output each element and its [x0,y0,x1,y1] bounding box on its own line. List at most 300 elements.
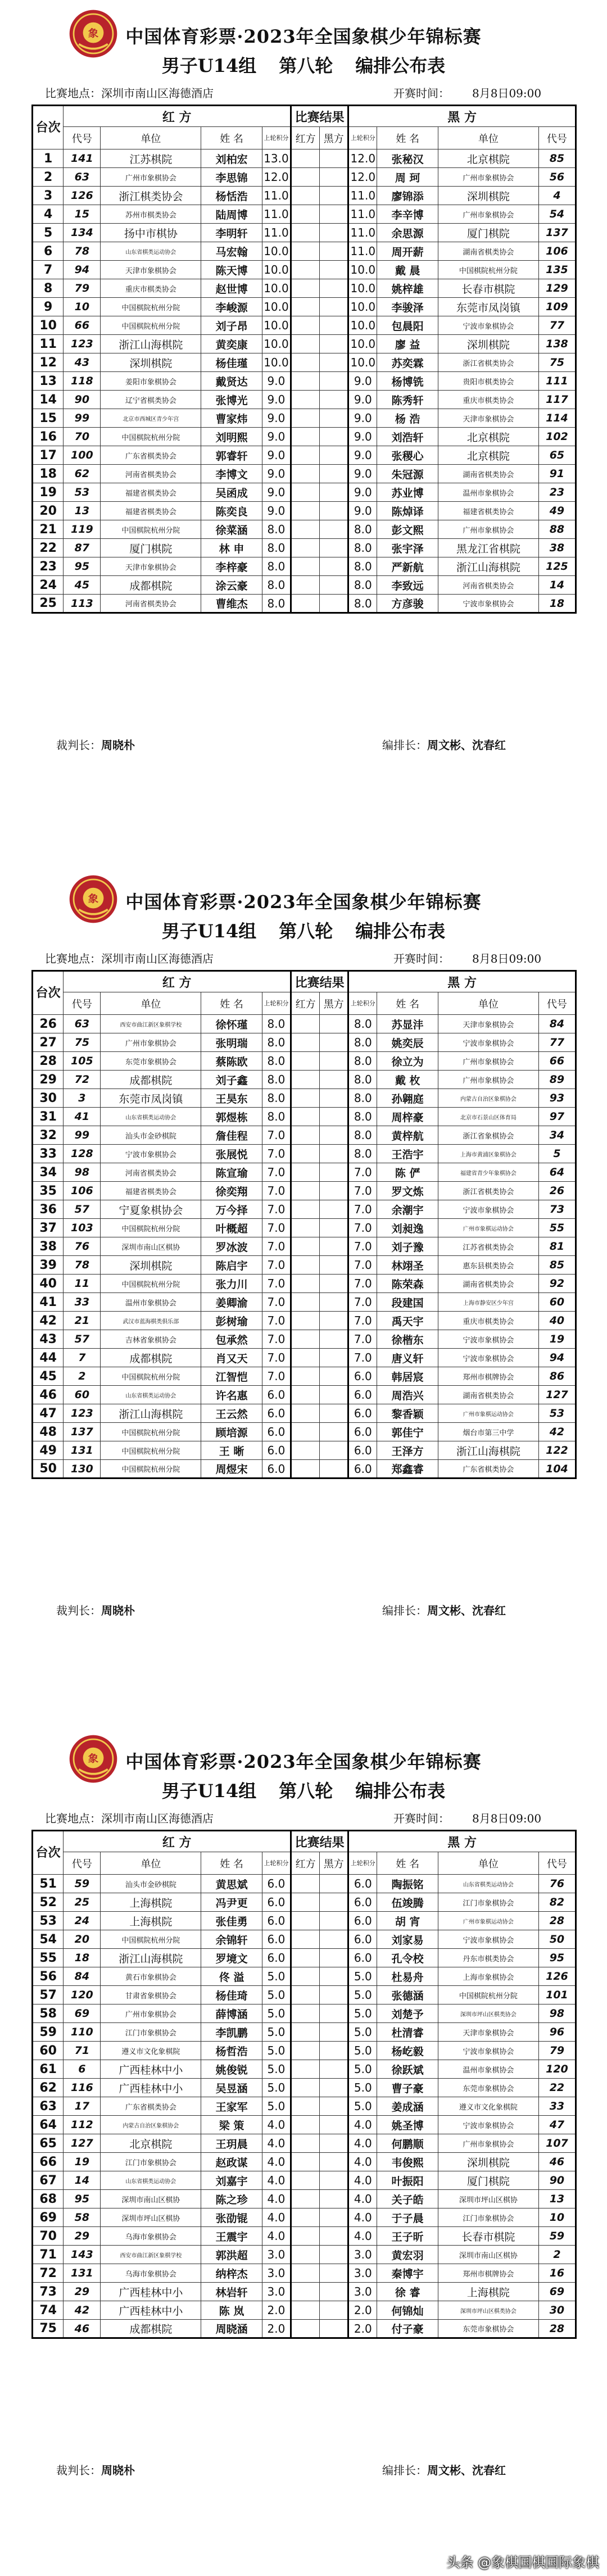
black-result-cell[interactable] [320,1404,348,1423]
black-result-cell[interactable] [320,1423,348,1441]
referee-line [56,1602,135,1618]
venue-line [45,84,214,101]
black-player-points: 8.0 [348,1145,377,1163]
red-result-cell[interactable] [291,1386,320,1404]
black-player-points: 6.0 [348,1386,377,1404]
red-result-cell[interactable] [291,1312,320,1330]
table-number: 56 [33,1967,64,1986]
black-result-cell[interactable] [320,483,348,502]
black-result-cell[interactable] [320,2004,348,2023]
red-player-points: 9.0 [262,372,291,391]
black-player-unit: 东莞市象棋协会 [438,2320,538,2338]
black-result-cell[interactable] [320,1237,348,1256]
black-player-unit: 广州市象棋运动协会 [438,1404,538,1423]
black-result-cell[interactable] [320,2190,348,2208]
red-player-points: 6.0 [262,1949,291,1967]
black-player-code: 90 [538,2171,576,2190]
red-player-name: 罗境文 [201,1949,262,1967]
black-result-cell[interactable] [320,2153,348,2171]
black-player-points: 5.0 [348,2023,377,2042]
red-result-cell[interactable] [291,353,320,372]
black-result-cell[interactable] [320,279,348,298]
black-result-cell[interactable] [320,1441,348,1460]
red-player-code: 33 [64,1293,101,1312]
black-result-cell[interactable] [320,372,348,391]
black-result-cell[interactable] [320,2116,348,2134]
red-player-unit: 福建省棋类协会 [101,483,201,502]
red-player-points: 11.0 [262,187,291,205]
black-player-name: 刘子豫 [377,1237,438,1256]
black-player-unit: 江苏省棋类协会 [438,1237,538,1256]
black-result-cell[interactable] [320,1275,348,1293]
black-result-cell[interactable] [320,465,348,483]
black-result-cell[interactable] [320,1182,348,1200]
black-player-unit: 宁波市象棋协会 [438,1200,538,1219]
black-result-cell[interactable] [320,298,348,316]
red-player-code: 84 [64,1967,101,1986]
black-result-cell[interactable] [320,2097,348,2116]
red-result-cell[interactable] [291,1182,320,1200]
unit-header: 单位 [101,127,201,149]
red-result-cell[interactable] [291,1163,320,1182]
red-result-cell[interactable] [291,1912,320,1930]
black-player-unit: 福建省青少年象棋协会 [438,1163,538,1182]
red-result-cell[interactable] [291,1033,320,1052]
black-player-code: 98 [538,2004,576,2023]
red-result-cell[interactable] [291,446,320,465]
red-player-unit: 姜阳市象棋协会 [101,372,201,391]
black-player-name: 严新航 [377,557,438,576]
red-result-cell[interactable] [291,1967,320,1986]
black-result-cell[interactable] [320,1367,348,1386]
black-result-cell[interactable] [320,1163,348,1182]
red-result-cell[interactable] [291,2208,320,2227]
black-result-cell[interactable] [320,539,348,557]
red-player-name: 陈宣瑜 [201,1163,262,1182]
red-player-unit: 宁夏象棋协会 [101,1200,201,1219]
red-player-points: 10.0 [262,298,291,316]
black-result-cell[interactable] [320,557,348,576]
black-result-cell[interactable] [320,2171,348,2190]
black-player-unit: 宁波市象棋协会 [438,1033,538,1052]
black-result-cell[interactable] [320,1460,348,1479]
red-result-cell[interactable] [291,483,320,502]
black-player-code: 54 [538,205,576,224]
red-player-points: 3.0 [262,2246,291,2264]
red-result-cell[interactable] [291,1219,320,1237]
red-result-cell[interactable] [291,2060,320,2079]
black-result-cell[interactable] [320,335,348,353]
red-result-cell[interactable] [291,1330,320,1349]
black-result-cell[interactable] [320,316,348,335]
black-result-cell[interactable] [320,1200,348,1219]
red-player-name: 张劭锟 [201,2208,262,2227]
red-player-code: 143 [64,2246,101,2264]
table-number: 25 [33,595,64,613]
red-player-unit: 上海棋院 [101,1893,201,1912]
black-player-code: 109 [538,298,576,316]
black-player-code: 95 [538,1949,576,1967]
black-player-name: 胡 宵 [377,1912,438,1930]
red-result-cell[interactable] [291,1145,320,1163]
red-result-cell[interactable] [291,2264,320,2283]
black-result-cell[interactable] [320,2060,348,2079]
points-header: 上轮积分 [348,992,377,1015]
black-result-cell[interactable] [320,595,348,613]
black-player-code: 34 [538,1126,576,1145]
black-result-cell[interactable] [320,1949,348,1967]
red-player-points: 6.0 [262,1386,291,1404]
red-result-cell[interactable] [291,205,320,224]
black-player-unit: 深圳棋院 [438,335,538,353]
black-result-cell[interactable] [320,261,348,279]
red-result-cell[interactable] [291,502,320,520]
red-player-name: 李博文 [201,465,262,483]
black-result-cell[interactable] [320,520,348,539]
red-result-cell[interactable] [291,1052,320,1071]
black-player-code: 60 [538,1293,576,1312]
red-result-cell[interactable] [291,1293,320,1312]
subtitle [0,52,607,78]
arranger-names: 周文彬、沈春红 [427,738,506,752]
black-result-cell[interactable] [320,1033,348,1052]
code-header: 代号 [538,992,576,1015]
black-result-cell[interactable] [320,1145,348,1163]
table-number: 71 [33,2246,64,2264]
table-number: 33 [33,1145,64,1163]
black-player-points: 11.0 [348,224,377,242]
red-result-cell[interactable] [291,2246,320,2264]
red-result-cell[interactable] [291,2301,320,2320]
black-player-unit: 广州市象棋运动协会 [438,1912,538,1930]
black-result-cell[interactable] [320,1930,348,1949]
red-player-name: 徐奕翔 [201,1182,262,1200]
red-result-cell[interactable] [291,2097,320,2116]
black-result-cell[interactable] [320,1967,348,1986]
black-player-unit: 宁波市象棋协会 [438,1330,538,1349]
red-result-cell[interactable] [291,1367,320,1386]
red-player-points: 3.0 [262,2283,291,2301]
black-result-cell[interactable] [320,1256,348,1275]
red-result-cell[interactable] [291,1089,320,1108]
black-result-cell[interactable] [320,1875,348,1893]
red-result-cell[interactable] [291,2283,320,2301]
red-player-unit: 宁波市象棋协会 [101,1145,201,1163]
red-result-cell[interactable] [291,1930,320,1949]
red-result-cell[interactable] [291,2004,320,2023]
black-player-unit: 郑州市棋牌协会 [438,1367,538,1386]
black-player-unit: 丹东市棋类协会 [438,1949,538,1967]
black-player-name: 李辛博 [377,205,438,224]
table-row [33,316,576,335]
black-result-cell[interactable] [320,1386,348,1404]
red-player-code: 70 [64,428,101,446]
red-player-code: 78 [64,1256,101,1275]
red-result-cell[interactable] [291,187,320,205]
table-number: 34 [33,1163,64,1182]
doc-type: 编排公布表 [355,920,446,942]
black-result-cell[interactable] [320,409,348,428]
red-player-code: 45 [64,576,101,595]
black-player-name: 杜易舟 [377,1967,438,1986]
black-result-cell[interactable] [320,224,348,242]
black-result-cell[interactable] [320,1893,348,1912]
black-player-name: 王泽方 [377,1441,438,1460]
red-result-cell[interactable] [291,2227,320,2246]
group-name: 男子U14组 [161,55,257,76]
red-result-cell[interactable] [291,1126,320,1145]
red-result-cell[interactable] [291,465,320,483]
black-player-unit: 湖南省棋类协会 [438,465,538,483]
black-result-cell[interactable] [320,1986,348,2004]
red-result-cell[interactable] [291,1256,320,1275]
red-player-code: 63 [64,1015,101,1033]
black-side-header: 黑 方 [348,1831,576,1852]
red-result-cell[interactable] [291,1875,320,1893]
red-result-cell[interactable] [291,168,320,187]
red-result-cell[interactable] [291,1441,320,1460]
red-player-name: 赵世博 [201,279,262,298]
red-result-cell[interactable] [291,391,320,409]
table-number: 10 [33,316,64,335]
black-player-unit: 北京棋院 [438,149,538,168]
black-result-cell[interactable] [320,1071,348,1089]
black-result-cell[interactable] [320,446,348,465]
red-result-cell[interactable] [291,428,320,446]
table-number: 4 [33,205,64,224]
table-number: 42 [33,1312,64,1330]
table-number: 17 [33,446,64,465]
red-result-cell[interactable] [291,2023,320,2042]
red-result-cell[interactable] [291,2134,320,2153]
red-player-name: 王震宇 [201,2227,262,2246]
black-result-cell[interactable] [320,2301,348,2320]
red-player-code: 66 [64,316,101,335]
red-player-unit: 中国棋院杭州分院 [101,316,201,335]
red-player-points: 8.0 [262,1052,291,1071]
table-number: 73 [33,2283,64,2301]
red-player-unit: 江门市象棋协会 [101,2153,201,2171]
black-result-cell[interactable] [320,2227,348,2246]
red-player-code: 6 [64,2060,101,2079]
black-result-cell[interactable] [320,2079,348,2097]
red-result-cell[interactable] [291,2171,320,2190]
red-result-cell[interactable] [291,279,320,298]
black-player-points: 7.0 [348,1163,377,1182]
black-player-name: 彭文熙 [377,520,438,539]
red-player-code: 46 [64,2320,101,2338]
table-number: 23 [33,557,64,576]
black-result-cell[interactable] [320,391,348,409]
red-player-code: 112 [64,2116,101,2134]
black-player-unit: 厦门棋院 [438,224,538,242]
red-result-cell[interactable] [291,2320,320,2338]
red-result-cell[interactable] [291,1949,320,1967]
black-result-cell[interactable] [320,2042,348,2060]
red-result-cell[interactable] [291,298,320,316]
black-player-name: 陶振铭 [377,1875,438,1893]
unit-header: 单位 [438,1852,538,1875]
black-player-points: 9.0 [348,446,377,465]
black-result-cell[interactable] [320,1052,348,1071]
black-player-name: 张宇泽 [377,539,438,557]
black-result-cell[interactable] [320,1108,348,1126]
table-number: 40 [33,1275,64,1293]
black-result-cell[interactable] [320,1015,348,1033]
black-player-points: 7.0 [348,1330,377,1349]
black-player-unit: 宁波市象棋协会 [438,1930,538,1949]
table-row [33,483,576,502]
red-result-cell[interactable] [291,1015,320,1033]
black-player-code: 79 [538,2042,576,2060]
black-result-cell[interactable] [320,242,348,261]
red-result-cell[interactable] [291,2116,320,2134]
red-player-points: 3.0 [262,2264,291,2283]
black-result-cell[interactable] [320,187,348,205]
black-player-code: 138 [538,335,576,353]
red-side-header: 红 方 [64,106,291,127]
black-player-unit: 河南省棋类协会 [438,576,538,595]
black-player-code: 40 [538,1312,576,1330]
red-player-points: 9.0 [262,409,291,428]
time-label: 开赛时间： [393,1812,450,1825]
red-player-name: 顾培源 [201,1423,262,1441]
black-result-cell[interactable] [320,1293,348,1312]
red-result-cell[interactable] [291,1071,320,1089]
black-result-cell[interactable] [320,2208,348,2227]
code-header: 代号 [64,1852,101,1875]
red-player-unit: 浙江棋类协会 [101,187,201,205]
black-player-unit: 广东省棋类协会 [438,1460,538,1479]
red-result-cell[interactable] [291,372,320,391]
black-result-cell[interactable] [320,502,348,520]
red-result-cell[interactable] [291,557,320,576]
red-result-cell[interactable] [291,1200,320,1219]
red-player-unit: 天津市象棋协会 [101,261,201,279]
red-player-unit: 天津市象棋协会 [101,557,201,576]
red-player-unit: 浙江山海棋院 [101,1949,201,1967]
red-result-cell[interactable] [291,1108,320,1126]
red-result-cell[interactable] [291,2079,320,2097]
red-player-name: 李明轩 [201,224,262,242]
red-player-points: 13.0 [262,149,291,168]
red-player-code: 59 [64,1875,101,1893]
red-player-code: 105 [64,1052,101,1071]
red-player-unit: 中国棋院杭州分院 [101,520,201,539]
table-number: 46 [33,1386,64,1404]
black-result-cell[interactable] [320,1912,348,1930]
red-player-code: 134 [64,224,101,242]
black-result-cell[interactable] [320,2134,348,2153]
red-result-cell[interactable] [291,242,320,261]
red-player-points: 4.0 [262,2153,291,2171]
red-result-cell[interactable] [291,595,320,613]
red-player-unit: 乌海市象棋协会 [101,2227,201,2246]
red-result-cell[interactable] [291,1893,320,1912]
black-result-cell[interactable] [320,2283,348,2301]
black-player-name: 廖锦添 [377,187,438,205]
black-result-cell[interactable] [320,149,348,168]
black-result-cell[interactable] [320,1219,348,1237]
black-result-cell[interactable] [320,2023,348,2042]
red-player-code: 29 [64,2283,101,2301]
black-result-cell[interactable] [320,353,348,372]
red-player-name: 张力川 [201,1275,262,1293]
black-result-cell[interactable] [320,2264,348,2283]
table-number: 37 [33,1219,64,1237]
red-player-code: 95 [64,2190,101,2208]
red-player-code: 78 [64,242,101,261]
table-row [33,2153,576,2171]
red-result-cell[interactable] [291,335,320,353]
red-result-cell[interactable] [291,2190,320,2208]
red-result-cell[interactable] [291,224,320,242]
red-result-cell[interactable] [291,2042,320,2060]
black-player-name: 苏奕霖 [377,353,438,372]
black-player-points: 4.0 [348,2134,377,2153]
red-result-cell[interactable] [291,1404,320,1423]
red-result-cell[interactable] [291,1986,320,2004]
black-result-cell[interactable] [320,1349,348,1367]
black-result-cell[interactable] [320,576,348,595]
red-result-cell[interactable] [291,539,320,557]
red-player-unit: 北京棋院 [101,2134,201,2153]
table-number: 2 [33,168,64,187]
black-player-unit: 宁波市象棋协会 [438,595,538,613]
red-player-code: 99 [64,409,101,428]
black-result-cell[interactable] [320,428,348,446]
black-result-cell[interactable] [320,1126,348,1145]
black-player-points: 4.0 [348,2208,377,2227]
red-result-cell[interactable] [291,1237,320,1256]
black-result-cell[interactable] [320,168,348,187]
black-player-name: 关子皓 [377,2190,438,2208]
black-player-points: 8.0 [348,1071,377,1089]
red-result-cell[interactable] [291,1275,320,1293]
black-player-code: 117 [538,391,576,409]
black-result-cell[interactable] [320,1330,348,1349]
black-player-name: 陈 俨 [377,1163,438,1182]
red-player-unit: 河南省棋类协会 [101,595,201,613]
red-result-cell[interactable] [291,149,320,168]
red-result-cell[interactable] [291,409,320,428]
red-result-cell[interactable] [291,576,320,595]
red-result-cell[interactable] [291,1423,320,1441]
red-result-cell[interactable] [291,261,320,279]
page-title: 中国体育彩票·2023年全国象棋少年锦标赛 [125,26,482,47]
name-header: 姓 名 [377,992,438,1015]
red-player-code: 72 [64,1071,101,1089]
table-number: 36 [33,1200,64,1219]
red-result-cell[interactable] [291,520,320,539]
black-result-cell[interactable] [320,2320,348,2338]
red-result-cell[interactable] [291,316,320,335]
red-player-points: 7.0 [262,1256,291,1275]
referee-name: 周晓朴 [101,1604,135,1617]
red-result-cell[interactable] [291,1349,320,1367]
red-result-cell[interactable] [291,2153,320,2171]
black-result-cell[interactable] [320,1312,348,1330]
black-player-name: 周 珂 [377,168,438,187]
black-result-cell[interactable] [320,2246,348,2264]
black-player-points: 9.0 [348,465,377,483]
black-player-code: 2 [538,2246,576,2264]
black-player-name: 韦俊熙 [377,2153,438,2171]
black-player-code: 84 [538,1015,576,1033]
black-result-cell[interactable] [320,1089,348,1108]
red-result-cell[interactable] [291,1460,320,1479]
black-result-cell[interactable] [320,205,348,224]
